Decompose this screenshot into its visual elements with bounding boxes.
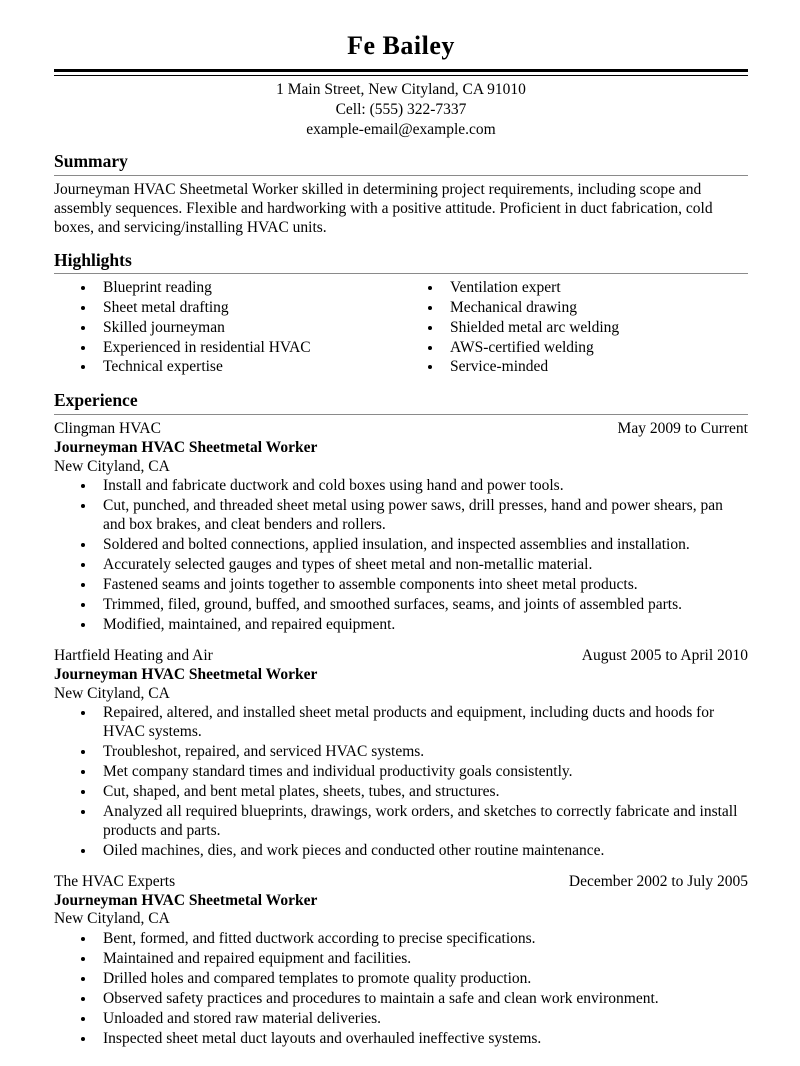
- bullet-item: • Analyzed all required blueprints, drawings, work orders, and sketches to correctly fabricate and install products and parts.: [96, 803, 748, 841]
- job: [54, 873, 748, 1049]
- resume-name: Fe Bailey: [347, 31, 455, 60]
- highlights-heading: Highlights: [54, 249, 132, 270]
- section-experience: [54, 390, 748, 1048]
- job-dates: August 2005 to April 2010: [581, 646, 748, 664]
- bullet-item: • Inspected sheet metal duct layouts and overhauled ineffective systems.: [96, 1030, 748, 1049]
- bullet-item: • Cut, shaped, and bent metal plates, sheets, tubes, and structures.: [96, 783, 748, 802]
- job-location: New Cityland, CA: [54, 457, 170, 475]
- highlight-item: • Technical expertise: [96, 358, 401, 377]
- section-summary: [54, 151, 748, 237]
- highlights-right-list: [401, 279, 748, 379]
- highlights-columns: [54, 279, 748, 379]
- contact-block: [54, 81, 748, 140]
- highlight-item: • Skilled journeyman: [96, 319, 401, 338]
- highlights-rule: [54, 273, 748, 274]
- contact-address: 1 Main Street, New Cityland, CA 91010: [276, 80, 526, 98]
- job-dates: December 2002 to July 2005: [568, 872, 748, 890]
- job-title: Journeyman HVAC Sheetmetal Worker: [54, 891, 318, 909]
- bullet-item: • Install and fabricate ductwork and cold boxes using hand and power tools.: [96, 477, 748, 496]
- contact-cell: Cell: (555) 322-7337: [335, 100, 467, 118]
- highlight-item: • AWS-certified welding: [443, 339, 748, 358]
- job-location: New Cityland, CA: [54, 910, 170, 928]
- bullet-item: • Drilled holes and compared templates to promote quality production.: [96, 970, 748, 989]
- bullet-item: • Accurately selected gauges and types of sheet metal and non-metallic material.: [96, 556, 748, 575]
- summary-text: Journeyman HVAC Sheetmetal Worker skilled in determining project requirements, including scope and assembly sequences. Flexible and hardworking with a positive attitude. Proficient in duct fabrication, cold boxes, and servicing/installing HVAC units.: [54, 180, 713, 236]
- job-dates: May 2009 to Current: [617, 419, 748, 437]
- bullet-item: • Trimmed, filed, ground, buffed, and smoothed surfaces, seams, and joints of assembled parts.: [96, 596, 748, 615]
- bullet-item: • Observed safety practices and procedures to maintain a safe and clean work environment.: [96, 990, 748, 1009]
- job-title: Journeyman HVAC Sheetmetal Worker: [54, 665, 318, 683]
- highlight-item: • Ventilation expert: [443, 279, 748, 298]
- highlight-item: • Service-minded: [443, 358, 748, 377]
- bullet-item: • Soldered and bolted connections, applied insulation, and inspected assemblies and installation.: [96, 536, 748, 555]
- experience-rule: [54, 414, 748, 415]
- highlights-left-list: [54, 279, 401, 379]
- job-header: [54, 873, 748, 892]
- bullet-item: • Maintained and repaired equipment and facilities.: [96, 950, 748, 969]
- company-name: Hartfield Heating and Air: [54, 646, 213, 664]
- job-bullets: [54, 477, 748, 634]
- contact-email: example-email@example.com: [306, 120, 496, 138]
- highlight-item: • Blueprint reading: [96, 279, 401, 298]
- header-divider: [54, 69, 748, 76]
- job-header: [54, 420, 748, 439]
- company-name: Clingman HVAC: [54, 419, 161, 437]
- bullet-item: • Bent, formed, and fitted ductwork according to precise specifications.: [96, 930, 748, 949]
- job-bullets: [54, 930, 748, 1048]
- job-header: [54, 647, 748, 666]
- job: [54, 420, 748, 635]
- bullet-item: • Unloaded and stored raw material deliveries.: [96, 1010, 748, 1029]
- bullet-item: • Fastened seams and joints together to assemble components into sheet metal products.: [96, 576, 748, 595]
- job-location: New Cityland, CA: [54, 684, 170, 702]
- company-name: The HVAC Experts: [54, 872, 176, 890]
- job-bullets: [54, 704, 748, 860]
- bullet-item: • Oiled machines, dies, and work pieces and conducted other routine maintenance.: [96, 842, 748, 861]
- bullet-item: • Met company standard times and individual productivity goals consistently.: [96, 763, 748, 782]
- highlight-item: • Sheet metal drafting: [96, 299, 401, 318]
- highlight-item: • Shielded metal arc welding: [443, 319, 748, 338]
- highlight-item: • Mechanical drawing: [443, 299, 748, 318]
- highlight-item: • Experienced in residential HVAC: [96, 339, 401, 358]
- job: [54, 647, 748, 861]
- experience-heading: Experience: [54, 390, 138, 411]
- bullet-item: • Cut, punched, and threaded sheet metal using power saws, drill presses, hand and power shears, pan and box brakes, and cleat benders and rollers.: [96, 497, 748, 535]
- section-highlights: [54, 250, 748, 379]
- job-title: Journeyman HVAC Sheetmetal Worker: [54, 438, 318, 456]
- bullet-item: • Modified, maintained, and repaired equipment.: [96, 616, 748, 635]
- summary-rule: [54, 175, 748, 176]
- bullet-item: • Repaired, altered, and installed sheet metal products and equipment, including ducts and hoods for HVAC systems.: [96, 704, 748, 742]
- bullet-item: • Troubleshot, repaired, and serviced HVAC systems.: [96, 743, 748, 762]
- summary-heading: Summary: [54, 151, 128, 172]
